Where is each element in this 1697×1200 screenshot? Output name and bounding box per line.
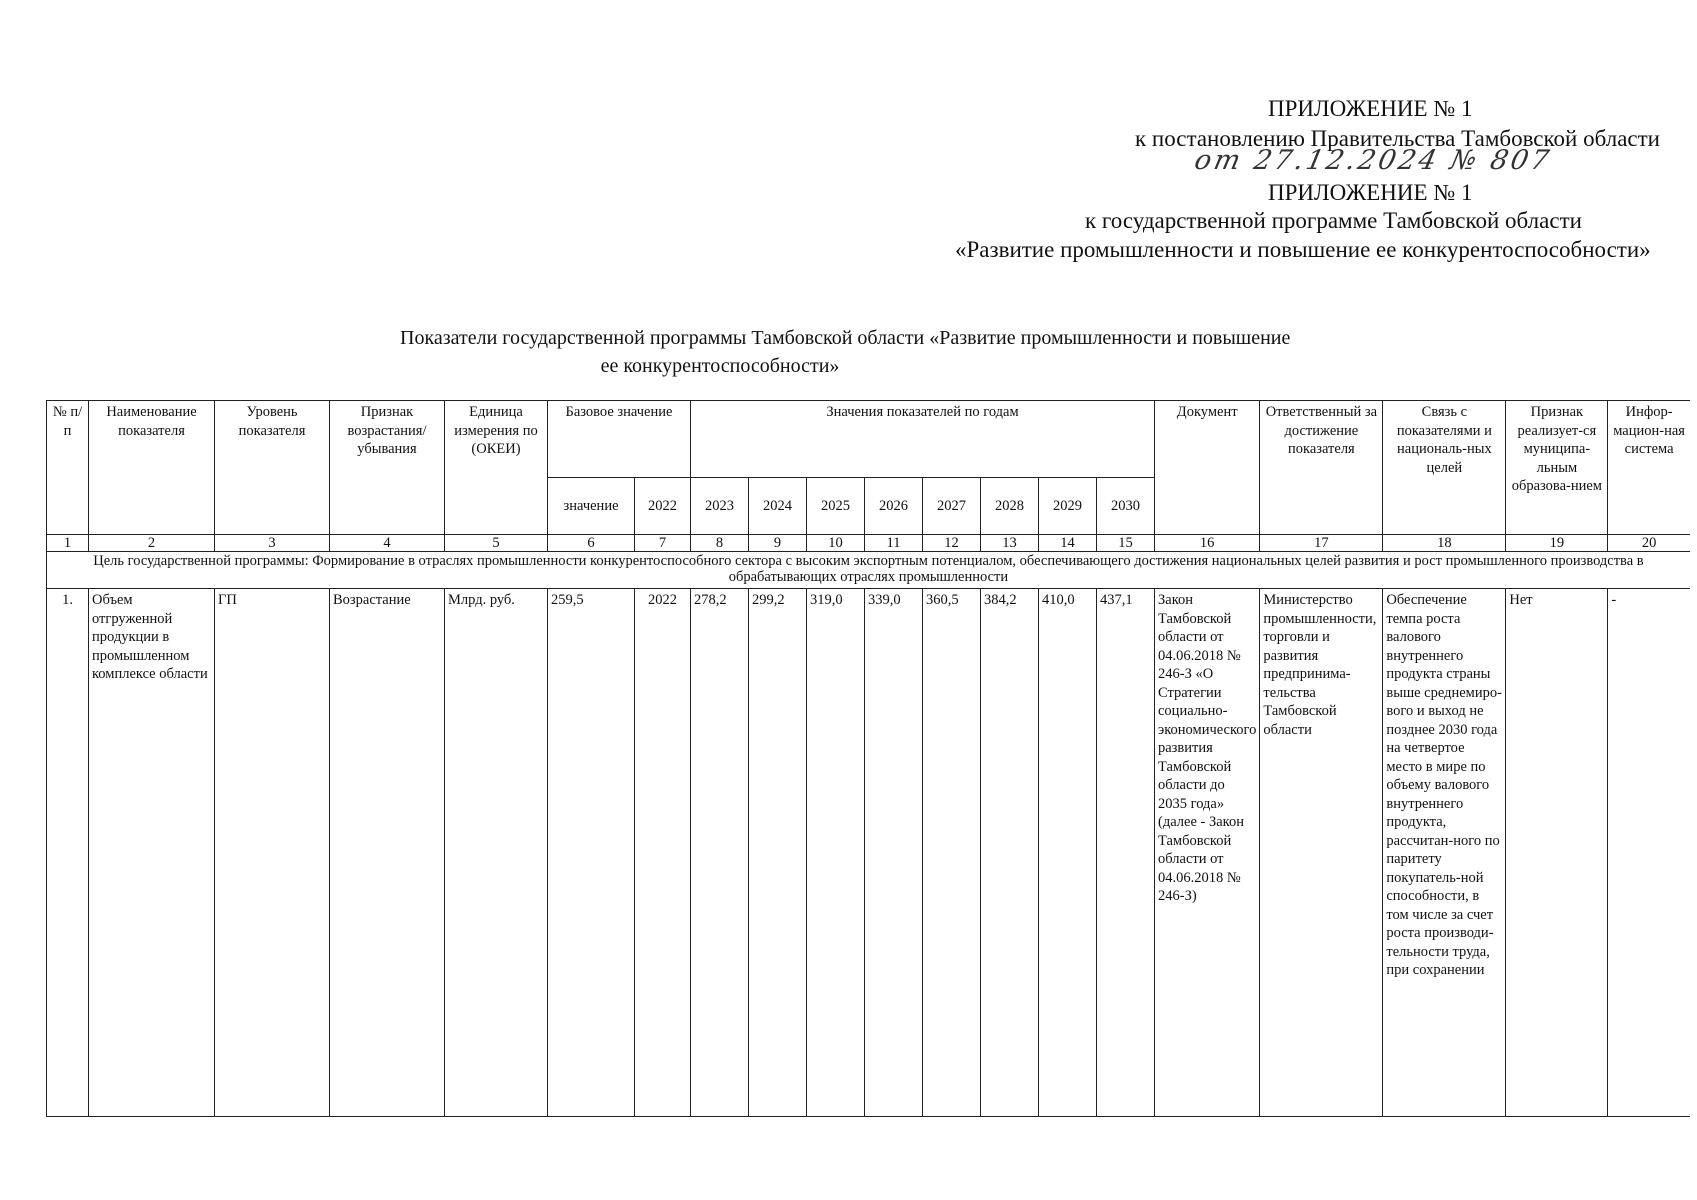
subheader-year: 2023 xyxy=(691,478,749,535)
column-number: 4 xyxy=(330,535,445,552)
column-number: 15 xyxy=(1097,535,1155,552)
subheader-year: 2030 xyxy=(1097,478,1155,535)
goal-row xyxy=(47,552,1690,589)
subheader-year: 2029 xyxy=(1039,478,1097,535)
row-national-goal-link: Обеспечение темпа роста валового внутреннего продукта страны выше среднемиро-вого и выход не позднее 2030 года на четвертое место в мире по объему валового внутреннего продукта, рассчитан-ного по паритету покупатель-ной способности, в том числе за счет роста производи-тельности труда, при сохранении xyxy=(1383,589,1506,1117)
subheader-year: 2026 xyxy=(865,478,923,535)
column-number: 12 xyxy=(923,535,981,552)
row-value-2027: 360,5 xyxy=(923,589,981,1117)
column-number: 10 xyxy=(807,535,865,552)
program-reference: к государственной программе Тамбовской области xyxy=(1085,208,1582,233)
resolution-reference: к постановлению Правительства Тамбовской области xyxy=(1135,126,1660,151)
column-number: 7 xyxy=(635,535,691,552)
column-number: 6 xyxy=(548,535,635,552)
row-value-2023: 278,2 xyxy=(691,589,749,1117)
header-link: Связь с показателями и националь-ных целей xyxy=(1383,401,1506,535)
column-number: 9 xyxy=(749,535,807,552)
column-number: 20 xyxy=(1608,535,1690,552)
column-number: 14 xyxy=(1039,535,1097,552)
column-number: 1 xyxy=(47,535,89,552)
subheader-base-year: 2022 xyxy=(635,478,691,535)
column-number: 18 xyxy=(1383,535,1506,552)
document-title xyxy=(400,324,1291,380)
row-value-2026: 339,0 xyxy=(865,589,923,1117)
row-value-2030: 437,1 xyxy=(1097,589,1155,1117)
row-trend: Возрастание xyxy=(330,589,445,1117)
column-number: 11 xyxy=(865,535,923,552)
column-number: 17 xyxy=(1260,535,1383,552)
subheader-year: 2028 xyxy=(981,478,1039,535)
row-value-2025: 319,0 xyxy=(807,589,865,1117)
column-number: 13 xyxy=(981,535,1039,552)
row-base-year: 2022 xyxy=(635,589,691,1117)
row-value-2029: 410,0 xyxy=(1039,589,1097,1117)
row-num: 1. xyxy=(47,589,89,1117)
header-name: Наименование показателя xyxy=(89,401,215,535)
header-num: № п/ п xyxy=(47,401,89,535)
row-responsible: Министерство промышленности, торговли и развития предпринима-тельства Тамбовской области xyxy=(1260,589,1383,1117)
subheader-year: 2024 xyxy=(749,478,807,535)
subheader-year: 2025 xyxy=(807,478,865,535)
header-values-by-year: Значения показателей по годам xyxy=(691,401,1155,478)
column-number: 2 xyxy=(89,535,215,552)
column-number: 16 xyxy=(1155,535,1260,552)
handwritten-date-number: от 27.12.2024 № 807 xyxy=(1191,145,1555,176)
header-unit: Единица измерения по (ОКЕИ) xyxy=(445,401,548,535)
column-number: 5 xyxy=(445,535,548,552)
row-value-2028: 384,2 xyxy=(981,589,1039,1117)
table-row xyxy=(47,589,1690,1117)
annex-heading-resolution: ПРИЛОЖЕНИЕ № 1 xyxy=(1268,96,1473,121)
header-info-system: Инфор-мацион-ная система xyxy=(1608,401,1690,535)
row-value-2024: 299,2 xyxy=(749,589,807,1117)
header-level: Уровень показателя xyxy=(215,401,330,535)
subheader-year: 2027 xyxy=(923,478,981,535)
header-trend: Признак возрастания/ убывания xyxy=(330,401,445,535)
indicators-table xyxy=(46,400,1690,1117)
header-row xyxy=(47,401,1690,478)
header-municipal: Признак реализует-ся муниципа-льным образова-нием xyxy=(1506,401,1608,535)
column-number-row xyxy=(47,535,1690,552)
subheader-base-value: значение xyxy=(548,478,635,535)
program-name: «Развитие промышленности и повышение ее конкурентоспособности» xyxy=(955,237,1651,262)
header-responsible: Ответственный за достижение показателя xyxy=(1260,401,1383,535)
header-base: Базовое значение xyxy=(548,401,691,478)
row-info-system: - xyxy=(1608,589,1690,1117)
row-indicator-name: Объем отгруженной продукции в промышленном комплексе области xyxy=(89,589,215,1117)
row-unit: Млрд. руб. xyxy=(445,589,548,1117)
column-number: 3 xyxy=(215,535,330,552)
title-line-2: ее конкурентоспособности» xyxy=(600,355,840,377)
column-number: 19 xyxy=(1506,535,1608,552)
row-document: Закон Тамбовской области от 04.06.2018 № 246-З «О Стратегии социально-экономического развития Тамбовской области до 2035 года» (далее - Закон Тамбовской области от 04.06.2018 № 246-З) xyxy=(1155,589,1260,1117)
header-document: Документ xyxy=(1155,401,1260,535)
row-level: ГП xyxy=(215,589,330,1117)
column-number: 8 xyxy=(691,535,749,552)
row-base-value: 259,5 xyxy=(548,589,635,1117)
title-line-1: Показатели государственной программы Тамбовской области «Развитие промышленности и повышение xyxy=(400,327,1291,349)
annex-heading-program: ПРИЛОЖЕНИЕ № 1 xyxy=(1268,180,1473,205)
row-municipal-flag: Нет xyxy=(1506,589,1608,1117)
program-goal: Цель государственной программы: Формирование в отраслях промышленности конкурентоспособного сектора с высоким экспортным потенциалом, обеспечивающего достижения национальных целей развития и рост промышленного производства в обрабатывающих отраслях промышленности xyxy=(47,552,1690,589)
